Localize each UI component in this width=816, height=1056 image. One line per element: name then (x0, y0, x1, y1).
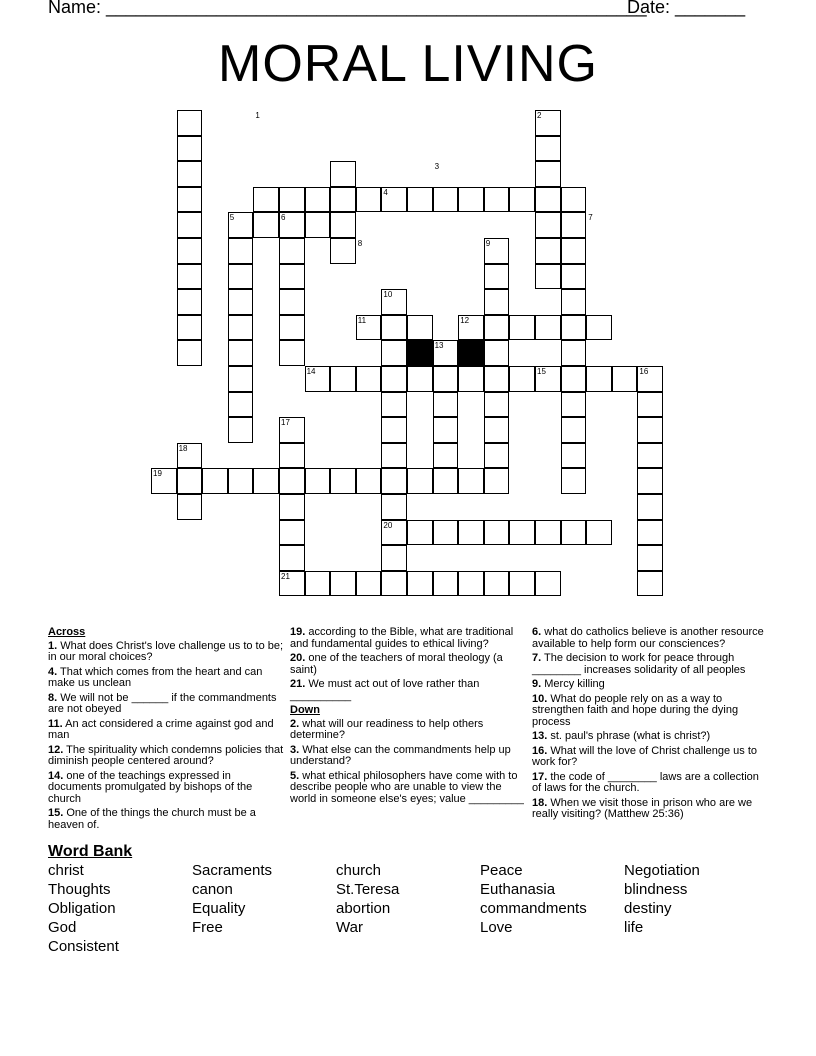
clue-number: 8. (48, 691, 58, 704)
grid-cell[interactable] (509, 571, 535, 597)
grid-cell[interactable] (381, 392, 407, 418)
grid-cell[interactable] (509, 315, 535, 341)
clue (48, 771, 284, 806)
grid-cell[interactable] (637, 417, 663, 443)
grid-cell[interactable] (228, 264, 254, 290)
clue-text: according to the Bible, what are traditional and fundamental guides to ethical living? (290, 626, 514, 650)
page-title: MORAL LIVING (218, 35, 598, 93)
grid-cell[interactable] (177, 468, 203, 494)
clue-text: The decision to work for peace through ________ increases solidarity of all peoples (532, 652, 746, 676)
grid-cell[interactable] (356, 571, 382, 597)
clue-text: one of the teachings expressed in documents promulgated by bishops of the church (48, 769, 253, 805)
grid-cell[interactable] (228, 315, 254, 341)
clue-text: one of the teachers of moral theology (a saint) (290, 652, 503, 676)
grid-cell[interactable] (535, 212, 561, 238)
word-bank-item: St.Teresa (336, 881, 400, 898)
clue-number: 7. (532, 652, 542, 664)
clue-text: what ethical philosophers have come with to describe people who are unable to view the world in someone else's eyes; value _________ (290, 769, 524, 805)
grid-cell[interactable] (535, 238, 561, 264)
grid-cell[interactable] (228, 417, 254, 443)
clue-text: What else can the commandments help up understand? (290, 743, 511, 767)
grid-cell[interactable] (305, 212, 331, 238)
grid-cell[interactable] (279, 187, 305, 213)
across-heading: Across (48, 626, 86, 638)
grid-cell[interactable] (484, 571, 510, 597)
clue-number: 6. (532, 626, 542, 638)
word-bank-item: Obligation (48, 900, 116, 917)
grid-block (458, 340, 484, 366)
clue (48, 693, 284, 716)
word-bank (48, 862, 768, 957)
grid-cell[interactable] (177, 136, 203, 162)
grid-cell[interactable] (177, 110, 203, 136)
grid-cell[interactable] (484, 417, 510, 443)
clue (532, 653, 768, 676)
grid-cell[interactable] (637, 392, 663, 418)
grid-cell[interactable] (637, 494, 663, 520)
grid-cell[interactable] (458, 520, 484, 546)
clue-number: 20 (383, 520, 393, 530)
grid-cell[interactable] (356, 468, 382, 494)
grid-cell[interactable] (381, 494, 407, 520)
clue-number: 1 (255, 111, 260, 120)
grid-cell[interactable] (177, 289, 203, 315)
word-bank-item: Negotiation (624, 862, 700, 879)
clue (532, 679, 768, 691)
clues-column-2 (290, 627, 526, 808)
clue-number: 9. (532, 678, 542, 690)
grid-cell[interactable] (484, 187, 510, 213)
grid-cell[interactable] (330, 238, 356, 264)
grid-cell[interactable] (279, 494, 305, 520)
grid-cell[interactable] (637, 468, 663, 494)
grid-cell[interactable] (561, 187, 587, 213)
grid-cell[interactable] (381, 545, 407, 571)
grid-cell[interactable] (433, 417, 459, 443)
clue-number: 15 (537, 367, 546, 376)
clue-number: 21 (281, 571, 290, 581)
clue (532, 731, 768, 743)
word-bank-item: Euthanasia (480, 881, 556, 898)
clue-number: 11 (357, 315, 367, 325)
grid-cell[interactable] (279, 545, 305, 571)
grid-cell[interactable] (637, 443, 663, 469)
grid-cell[interactable] (279, 340, 305, 366)
word-bank-item: Equality (192, 900, 246, 917)
grid-cell[interactable] (407, 187, 433, 213)
clue-number: 5. (290, 769, 300, 782)
clues-column-3 (532, 627, 768, 824)
down-heading: Down (290, 704, 320, 716)
grid-cell[interactable] (253, 468, 279, 494)
word-bank-item: War (336, 919, 363, 936)
grid-cell[interactable] (381, 340, 407, 366)
grid-cell[interactable] (279, 468, 305, 494)
word-bank-item: abortion (336, 900, 391, 917)
clue (290, 719, 526, 742)
clue (532, 694, 768, 729)
grid-cell[interactable] (381, 443, 407, 469)
grid-cell[interactable] (407, 366, 433, 392)
word-bank-item: church (336, 862, 382, 879)
clue-text: What do people rely on as a way to strengthen faith and hope during the dying process (532, 692, 739, 728)
clue (290, 745, 526, 768)
grid-cell[interactable] (484, 520, 510, 546)
grid-cell[interactable] (561, 443, 587, 469)
clue (48, 667, 284, 690)
grid-cell[interactable] (177, 315, 203, 341)
word-bank-item: Free (192, 919, 223, 936)
grid-cell[interactable] (433, 571, 459, 597)
clue-number: 17 (281, 418, 290, 428)
grid-cell[interactable] (305, 187, 331, 213)
clue (532, 746, 768, 769)
clue-number: 1. (48, 639, 58, 652)
clue-text: When we visit those in prison who are we really visiting? (Matthew 25:36) (532, 796, 753, 820)
grid-cell[interactable] (484, 366, 510, 392)
clue-number: 3 (434, 162, 440, 172)
grid-cell[interactable] (509, 366, 535, 392)
grid-cell[interactable] (177, 212, 203, 238)
clue-number: 15. (48, 807, 64, 819)
clue-text: What will the love of Christ challenge us to work for? (532, 744, 758, 768)
grid-cell[interactable] (407, 520, 433, 546)
grid-cell[interactable] (561, 212, 587, 238)
grid-cell[interactable] (561, 392, 587, 418)
grid-cell[interactable] (535, 187, 561, 213)
clue (48, 719, 284, 742)
clue-number: 19 (153, 469, 162, 479)
grid-cell[interactable] (279, 520, 305, 546)
clue-number: 19. (290, 626, 306, 638)
grid-block (407, 340, 433, 366)
clue-number: 20. (290, 652, 306, 664)
clue-number: 18 (178, 443, 188, 453)
grid-cell[interactable] (484, 443, 510, 469)
grid-cell[interactable] (535, 315, 561, 341)
clue-text: st. paul's phrase (what is christ?) (547, 730, 711, 742)
grid-cell[interactable] (535, 264, 561, 290)
word-bank-item: christ (48, 862, 84, 879)
clue-text: What does Christ's love challenge us to to be; in our moral choices? (48, 639, 284, 663)
grid-cell[interactable] (561, 315, 587, 341)
word-bank-item: destiny (624, 900, 672, 917)
grid-cell[interactable] (407, 315, 433, 341)
word-bank-item: Thoughts (48, 881, 111, 898)
clue-text: the code of ________ laws are a collection of laws for the church. (532, 770, 759, 794)
grid-cell[interactable] (484, 289, 510, 315)
grid-cell[interactable] (561, 238, 587, 264)
grid-cell[interactable] (561, 468, 587, 494)
clue (48, 641, 284, 664)
clue (532, 772, 768, 795)
clue (290, 627, 526, 650)
grid-cell[interactable] (586, 315, 612, 341)
grid-cell[interactable] (228, 238, 254, 264)
grid-cell[interactable] (433, 468, 459, 494)
grid-cell[interactable] (177, 264, 203, 290)
grid-cell[interactable] (484, 340, 510, 366)
grid-cell[interactable] (279, 315, 305, 341)
grid-cell[interactable] (279, 264, 305, 290)
grid-cell[interactable] (253, 187, 279, 213)
grid-cell[interactable] (458, 187, 484, 213)
grid-cell[interactable] (228, 289, 254, 315)
clue-text: We will not be ______ if the commandments are not obeyed (48, 691, 277, 715)
grid-cell[interactable] (407, 468, 433, 494)
grid-cell[interactable] (228, 340, 254, 366)
clue-number: 21. (290, 678, 306, 690)
clue-number: 13 (434, 341, 444, 351)
clue-number: 11. (48, 717, 63, 730)
grid-cell[interactable] (279, 443, 305, 469)
grid-cell[interactable] (433, 443, 459, 469)
grid-cell[interactable] (330, 187, 356, 213)
word-bank-item: Peace (480, 862, 523, 879)
clue-number: 4 (383, 187, 388, 197)
clue (532, 798, 768, 821)
grid-cell[interactable] (228, 392, 254, 418)
grid-cell[interactable] (535, 520, 561, 546)
grid-cell[interactable] (381, 571, 407, 597)
clue-number: 9 (485, 239, 491, 248)
clue (290, 679, 526, 702)
clue-number: 12. (48, 743, 64, 756)
word-bank-title: Word Bank (48, 843, 133, 860)
clue-number: 18. (532, 796, 548, 809)
grid-cell[interactable] (177, 187, 203, 213)
grid-cell[interactable] (202, 468, 228, 494)
clue-text: We must act out of love rather than __________ (290, 678, 480, 702)
grid-cell[interactable] (330, 571, 356, 597)
name-field-label: Name: ______________________________________________________ (48, 0, 647, 17)
clue (290, 653, 526, 676)
word-bank-item: blindness (624, 881, 688, 898)
grid-cell[interactable] (586, 520, 612, 546)
clue-text: That which comes from the heart and can make us unclean (48, 665, 263, 689)
grid-cell[interactable] (637, 545, 663, 571)
grid-cell[interactable] (484, 315, 510, 341)
clue-number: 2. (290, 717, 300, 730)
grid-cell[interactable] (458, 571, 484, 597)
grid-cell[interactable] (330, 212, 356, 238)
clue (48, 745, 284, 768)
grid-cell[interactable] (305, 571, 331, 597)
grid-cell[interactable] (637, 520, 663, 546)
grid-cell[interactable] (484, 392, 510, 418)
clue-number: 14. (48, 769, 64, 782)
clue-text: One of the things the church must be a heaven of. (48, 807, 256, 831)
grid-cell[interactable] (637, 571, 663, 597)
grid-cell[interactable] (177, 340, 203, 366)
clue-number: 2 (537, 111, 542, 120)
clue-number: 10 (383, 290, 393, 300)
clue-number: 17. (532, 770, 548, 783)
word-bank-item: commandments (480, 900, 587, 917)
grid-cell[interactable] (228, 468, 254, 494)
word-bank-item: God (48, 919, 77, 936)
grid-cell[interactable] (177, 161, 203, 187)
clue-text: Mercy killing (541, 678, 605, 690)
grid-cell[interactable] (381, 468, 407, 494)
grid-cell[interactable] (381, 366, 407, 392)
clue (532, 627, 768, 650)
clue-text: what will our readiness to help others determine? (290, 717, 484, 741)
clue-number: 4. (48, 665, 58, 678)
grid-cell[interactable] (561, 264, 587, 290)
grid-cell[interactable] (535, 161, 561, 187)
grid-cell[interactable] (586, 366, 612, 392)
clue-number: 8 (357, 239, 363, 248)
clue-text: what do catholics believe is another resource available to help form our consciences? (532, 626, 764, 650)
grid-cell[interactable] (381, 315, 407, 341)
grid-cell[interactable] (253, 212, 279, 238)
clue-number: 5 (229, 213, 235, 223)
clue-number: 14 (306, 367, 316, 376)
grid-cell[interactable] (407, 571, 433, 597)
grid-cell[interactable] (356, 366, 382, 392)
grid-cell[interactable] (356, 187, 382, 213)
grid-cell[interactable] (330, 468, 356, 494)
clue-number: 6 (281, 213, 286, 223)
date-field-label: Date: _______ (627, 0, 746, 17)
clue-number: 16. (532, 744, 548, 757)
word-bank-item: Sacraments (192, 862, 273, 879)
clue-text: The spirituality which condemns policies that diminish people centered around? (48, 743, 284, 767)
grid-cell[interactable] (612, 366, 638, 392)
clue-number: 12 (460, 315, 470, 325)
grid-cell[interactable] (458, 366, 484, 392)
grid-cell[interactable] (561, 340, 587, 366)
grid-cell[interactable] (305, 468, 331, 494)
grid-cell[interactable] (177, 238, 203, 264)
clue-number: 16 (639, 367, 649, 376)
word-bank-item: life (624, 919, 644, 936)
grid-cell[interactable] (561, 417, 587, 443)
clue (290, 771, 526, 806)
grid-cell[interactable] (381, 417, 407, 443)
grid-cell[interactable] (433, 366, 459, 392)
grid-cell[interactable] (433, 520, 459, 546)
grid-cell[interactable] (458, 468, 484, 494)
grid-cell[interactable] (433, 187, 459, 213)
grid-cell[interactable] (561, 366, 587, 392)
grid-cell[interactable] (484, 468, 510, 494)
grid-cell[interactable] (509, 187, 535, 213)
grid-cell[interactable] (561, 289, 587, 315)
grid-cell[interactable] (279, 238, 305, 264)
word-bank-item: Consistent (48, 938, 119, 955)
grid-cell[interactable] (433, 392, 459, 418)
grid-cell[interactable] (509, 520, 535, 546)
grid-cell[interactable] (279, 289, 305, 315)
grid-cell[interactable] (177, 494, 203, 520)
clue-number: 13. (532, 730, 548, 742)
grid-cell[interactable] (561, 520, 587, 546)
clue (48, 808, 284, 831)
clue-number: 7 (588, 213, 593, 223)
grid-cell[interactable] (535, 136, 561, 162)
grid-cell[interactable] (330, 161, 356, 187)
clue-text: An act considered a crime against god and man (48, 717, 274, 741)
clue-number: 3. (290, 743, 300, 756)
grid-cell[interactable] (330, 366, 356, 392)
word-bank-item: canon (192, 881, 233, 898)
grid-cell[interactable] (228, 366, 254, 392)
grid-cell[interactable] (484, 264, 510, 290)
clue-number: 10. (532, 692, 548, 705)
word-bank-item: Love (480, 919, 513, 936)
across-clues-column (48, 627, 284, 834)
grid-cell[interactable] (535, 571, 561, 597)
